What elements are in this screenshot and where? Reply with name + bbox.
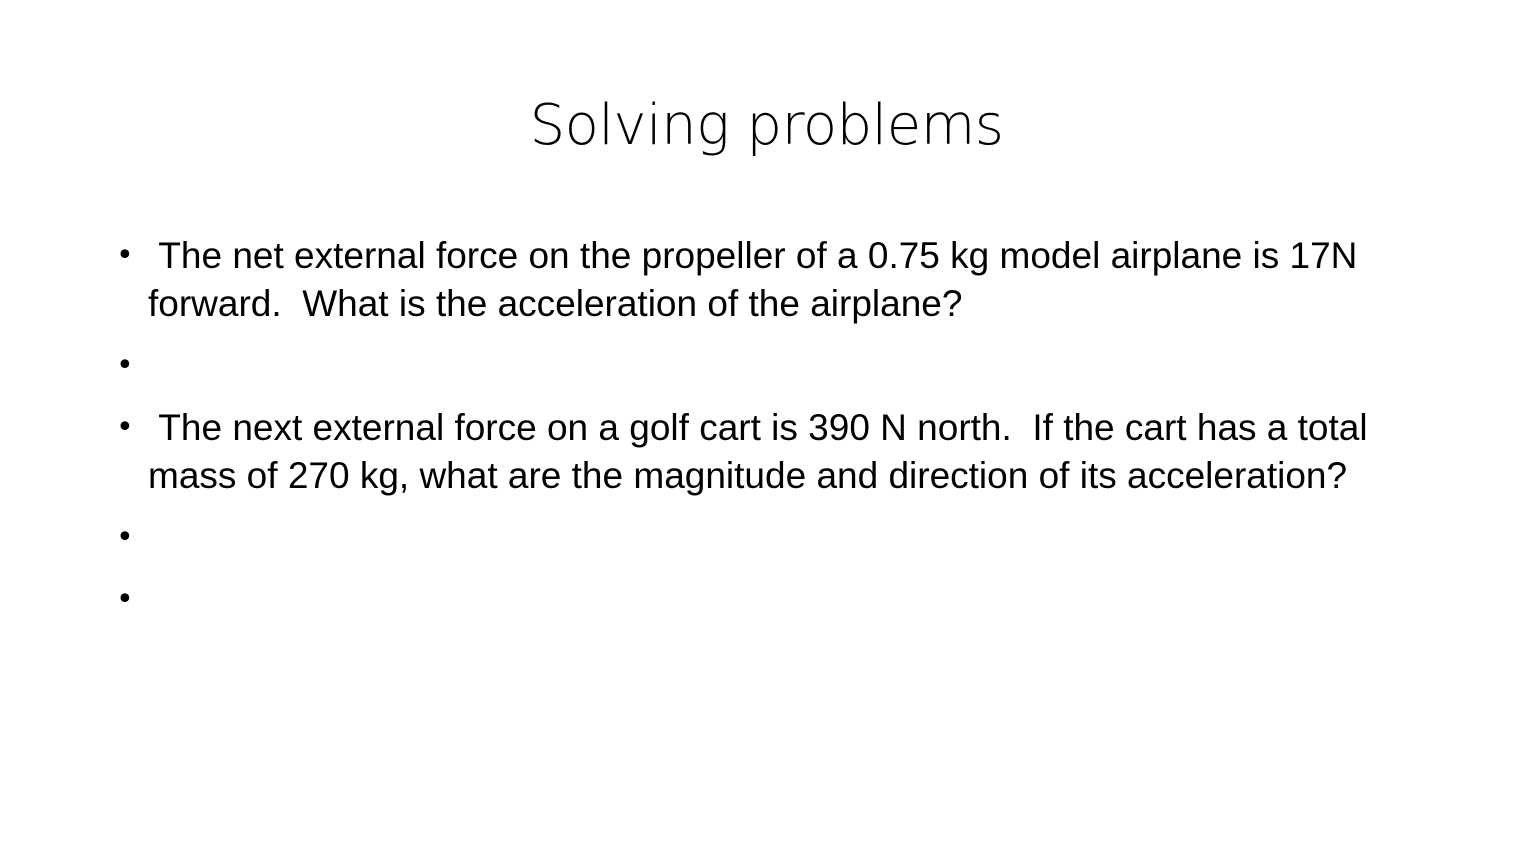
bullet-list — [116, 232, 1416, 624]
bullet-dot-icon: • — [116, 238, 134, 273]
bullet-item-3 — [116, 404, 1416, 500]
bullet-dot-icon: • — [116, 348, 134, 383]
bullet-dot-icon: • — [116, 410, 134, 445]
bullet-dot-icon: • — [116, 582, 134, 617]
bullet-item-2 — [116, 342, 1416, 390]
slide-title: Solving problems — [529, 93, 1004, 158]
bullet-item-5 — [116, 576, 1416, 624]
bullet-item-1 — [116, 232, 1416, 328]
bullet-dot-icon: • — [116, 520, 134, 555]
bullet-item-4 — [116, 514, 1416, 562]
bullet-text-3: The next external force on a golf cart is 390 N north. If the cart has a total mass of 270 kg, what are the magnitude and direction of its acceleration? — [148, 407, 1378, 496]
bullet-text-1: The net external force on the propeller of a 0.75 kg model airplane is 17N forward. What is the acceleration of the airplane? — [148, 235, 1368, 324]
